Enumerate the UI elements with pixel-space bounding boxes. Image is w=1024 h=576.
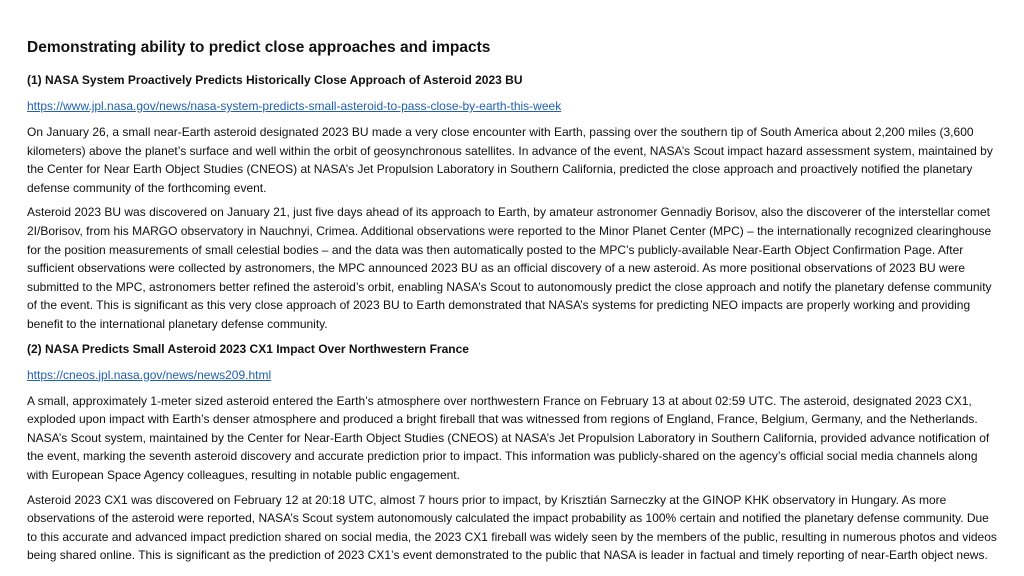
page-title: Demonstrating ability to predict close approaches and impacts — [27, 39, 491, 56]
section-2-paragraph-2: Asteroid 2023 CX1 was discovered on February 12 at 20:18 UTC, almost 7 hours prior to impact, by Krisztián Sarneczky at the GINOP KHK observatory in Hungary. As more observations of the asteroid were reported, NASA’s Scout system autonomously calculated the impact probability as 100% certain and notified the planetary defense community. Due to this accurate and advanced impact prediction shared on social media, the 2023 CX1 fireball was widely seen by the members of the public, resulting in numerous photos and videos being shared online. This is significant as the prediction of 2023 CX1’s event demonstrated to the public that NASA is leader in factual and timely reporting of near-Earth object news. — [27, 492, 997, 563]
section-1-paragraph-2: Asteroid 2023 BU was discovered on January 21, just five days ahead of its approach to Earth, by amateur astronomer Gennadiy Borisov, also the discoverer of the interstellar comet 2I/Borisov, from his MARGO observatory in Nauchnyi, Crimea. Additional observations were reported to the Minor Planet Center (MPC) – the internationally recognized clearinghouse for the position measurements of small celestial bodies – and the data was then automatically posted to the MPC’s publicly-available Near-Earth Object Confirmation Page. After sufficient observations were collected by astronomers, the MPC announced 2023 BU as an official discovery of a new asteroid. As more positional observations of 2023 BU were submitted to the MPC, astronomers better refined the asteroid’s orbit, enabling NASA’s Scout to autonomously predict the close approach and notify the planetary defense community of the event. This is significant as this very close approach of 2023 BU to Earth demonstrated that NASA’s systems for predicting NEO impacts are properly working and providing benefit to the international planetary defense community. — [27, 205, 992, 331]
section-1-heading: (1) NASA System Proactively Predicts Historically Close Approach of Asteroid 2023 BU — [27, 73, 523, 87]
section-1-paragraph-1: On January 26, a small near-Earth asteroid designated 2023 BU made a very close encounter with Earth, passing over the southern tip of South America about 2,200 miles (3,600 kilometers) above the planet’s surface and well within the orbit of geosynchronous satellites. In advance of the event, NASA’s Scout impact hazard assessment system, maintained by the Center for Near Earth Object Studies (CNEOS) at NASA’s Jet Propulsion Laboratory in Southern California, predicted the close approach and proactively notified the planetary defense community of the forthcoming event. — [27, 125, 993, 195]
section-2-heading: (2) NASA Predicts Small Asteroid 2023 CX1 Impact Over Northwestern France — [27, 341, 469, 356]
section-2-link[interactable]: https://cneos.jpl.nasa.gov/news/news209.html — [27, 367, 272, 382]
section-2-paragraph-1: A small, approximately 1-meter sized asteroid entered the Earth’s atmosphere over northwestern France on February 13 at about 02:59 UTC. The asteroid, designated 2023 CX1, exploded upon impact with Earth’s denser atmosphere and produced a bright fireball that was witnessed from regions of England, France, Belgium, Germany, and the Netherlands. NASA’s Scout system, maintained by the Center for Near-Earth Object Studies (CNEOS) at NASA’s Jet Propulsion Laboratory in Southern California, provided advance notification of the event, marking the seventh asteroid discovery and accurate prediction prior to impact. This information was publicly-shared on the agency’s official social media channels along with European Space Agency colleagues, resulting in notable public engagement. — [27, 393, 990, 482]
section-1-link[interactable]: https://www.jpl.nasa.gov/news/nasa-system-predicts-small-asteroid-to-pass-close-by-earth-this-week — [27, 99, 562, 113]
